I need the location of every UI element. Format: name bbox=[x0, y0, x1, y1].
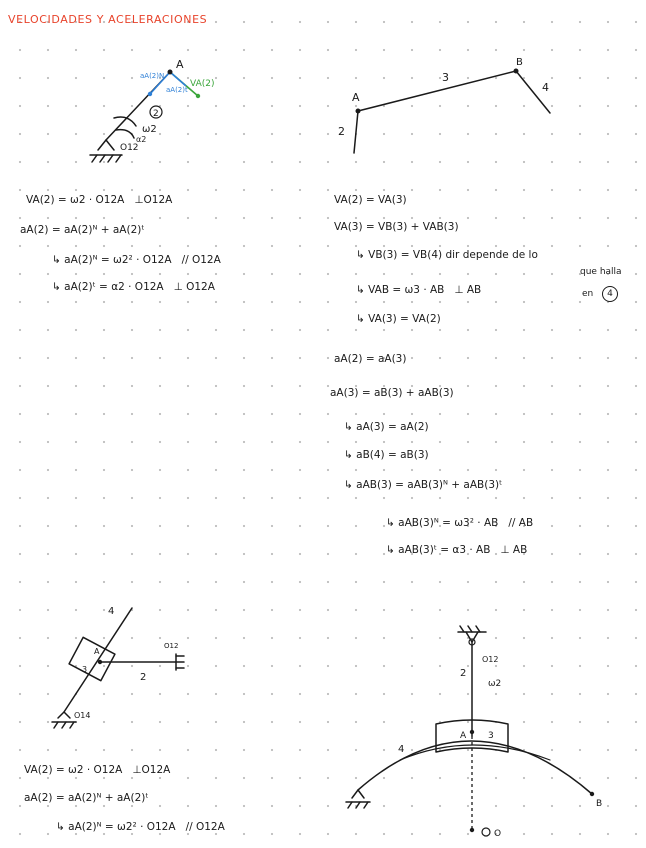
eq-velocity-a2: VA(2) = ω2 · O12A ⊥O12A bbox=[26, 194, 173, 206]
eq-aa3-aa2: ↳ aA(3) = aA(2) bbox=[344, 421, 429, 433]
link-4-arc-inner bbox=[400, 745, 550, 760]
note-en: en bbox=[582, 289, 594, 299]
link-4-label: 4 bbox=[542, 81, 549, 94]
accel-tangent-vector bbox=[170, 72, 186, 86]
point-o-label: O bbox=[494, 829, 502, 839]
figure-arc-mechanism bbox=[340, 620, 630, 840]
velocity-label: VA(2) bbox=[190, 79, 215, 89]
eq-va2-va3: VA(2) = VA(3) bbox=[334, 194, 407, 206]
note-que-halla: que halla bbox=[580, 267, 622, 277]
pivot-label: O12 bbox=[120, 143, 139, 153]
eq-aab3-tangent: ↳ aAB(3)ᵗ = α3 · AB ⊥ AB bbox=[386, 544, 528, 556]
eq-aa2-aa3: aA(2) = aA(3) bbox=[334, 353, 407, 365]
point-a-label: A bbox=[460, 731, 467, 741]
link-3-label: 3 bbox=[442, 71, 449, 84]
eq-accel-tangent: ↳ aA(2)ᵗ = α2 · O12A ⊥ O12A bbox=[52, 281, 215, 293]
eq-bottom-velocity-a2: VA(2) = ω2 · O12A ⊥O12A bbox=[24, 764, 171, 776]
block-label: 3 bbox=[82, 665, 88, 674]
omega-arrow bbox=[114, 117, 136, 126]
alpha-label: α2 bbox=[136, 135, 147, 144]
eq-accel-a2: aA(2) = aA(2)ᴺ + aA(2)ᵗ bbox=[20, 224, 145, 236]
ground-o14-icon bbox=[346, 790, 370, 808]
center-o-circle bbox=[482, 828, 490, 836]
link-4-arc bbox=[358, 741, 592, 794]
figure-crank-diagram bbox=[70, 50, 250, 180]
eq-aab3-normal: ↳ aAB(3)ᴺ = ω3² · AB // AB bbox=[386, 517, 534, 529]
link-4-line bbox=[64, 608, 132, 712]
point-a-label: A bbox=[94, 647, 100, 656]
pivot-o12-label: O12 bbox=[164, 642, 179, 650]
point-a-label: A bbox=[176, 58, 184, 71]
eq-bottom-accel-normal: ↳ aA(2)ᴺ = ω2² · O12A // O12A bbox=[56, 821, 225, 833]
figure-slider-mechanism bbox=[40, 600, 210, 740]
eq-va3-sum: VA(3) = VB(3) + VAB(3) bbox=[334, 221, 459, 233]
accel-tangent-label: aA(2)t bbox=[166, 86, 188, 94]
point-b-label: B bbox=[596, 799, 603, 809]
eq-bottom-accel-a2: aA(2) = aA(2)ᴺ + aA(2)ᵗ bbox=[24, 792, 149, 804]
pivot-o12-label: O12 bbox=[482, 655, 499, 664]
note-circle-4: 4 bbox=[602, 286, 618, 302]
link-2-line bbox=[354, 111, 358, 153]
point-b-label: B bbox=[516, 57, 523, 68]
eq-accel-normal: ↳ aA(2)ᴺ = ω2² · O12A // O12A bbox=[52, 254, 221, 266]
accel-normal-label: aA(2)N bbox=[140, 72, 165, 80]
point-a-label: A bbox=[352, 91, 360, 104]
block-label: 3 bbox=[488, 731, 494, 741]
ground-support-icon bbox=[90, 140, 122, 162]
link-2-label: 2 bbox=[140, 672, 147, 683]
ground-o14-icon bbox=[52, 712, 76, 728]
pivot-o12-icon bbox=[176, 654, 184, 670]
omega-label: ω2 bbox=[142, 124, 157, 135]
link-2-label: 2 bbox=[338, 125, 345, 138]
figure-linkage-diagram bbox=[330, 55, 570, 165]
omega-label: ω2 bbox=[488, 679, 502, 689]
eq-ab4-ab3: ↳ aB(4) = aB(3) bbox=[344, 449, 429, 461]
link-2-label: 2 bbox=[460, 668, 467, 679]
eq-vab: ↳ VAB = ω3 · AB ⊥ AB bbox=[356, 284, 482, 296]
alpha-arrow bbox=[116, 130, 134, 138]
eq-va3-va2: ↳ VA(3) = VA(2) bbox=[356, 313, 441, 325]
link-4-label: 4 bbox=[108, 606, 115, 617]
eq-aa3-sum: aA(3) = aB(3) + aAB(3) bbox=[330, 387, 454, 399]
link-3-line bbox=[358, 71, 516, 111]
page-title: VELOCIDADES Y ACELERACIONES bbox=[8, 13, 208, 26]
link-number-label: 2 bbox=[153, 109, 159, 119]
eq-aab3-sum: ↳ aAB(3) = aAB(3)ᴺ + aAB(3)ᵗ bbox=[344, 479, 503, 491]
eq-vb3: ↳ VB(3) = VB(4) dir depende de lo bbox=[356, 249, 538, 261]
link-4-label: 4 bbox=[398, 744, 405, 755]
pivot-o14-label: O14 bbox=[74, 711, 91, 720]
